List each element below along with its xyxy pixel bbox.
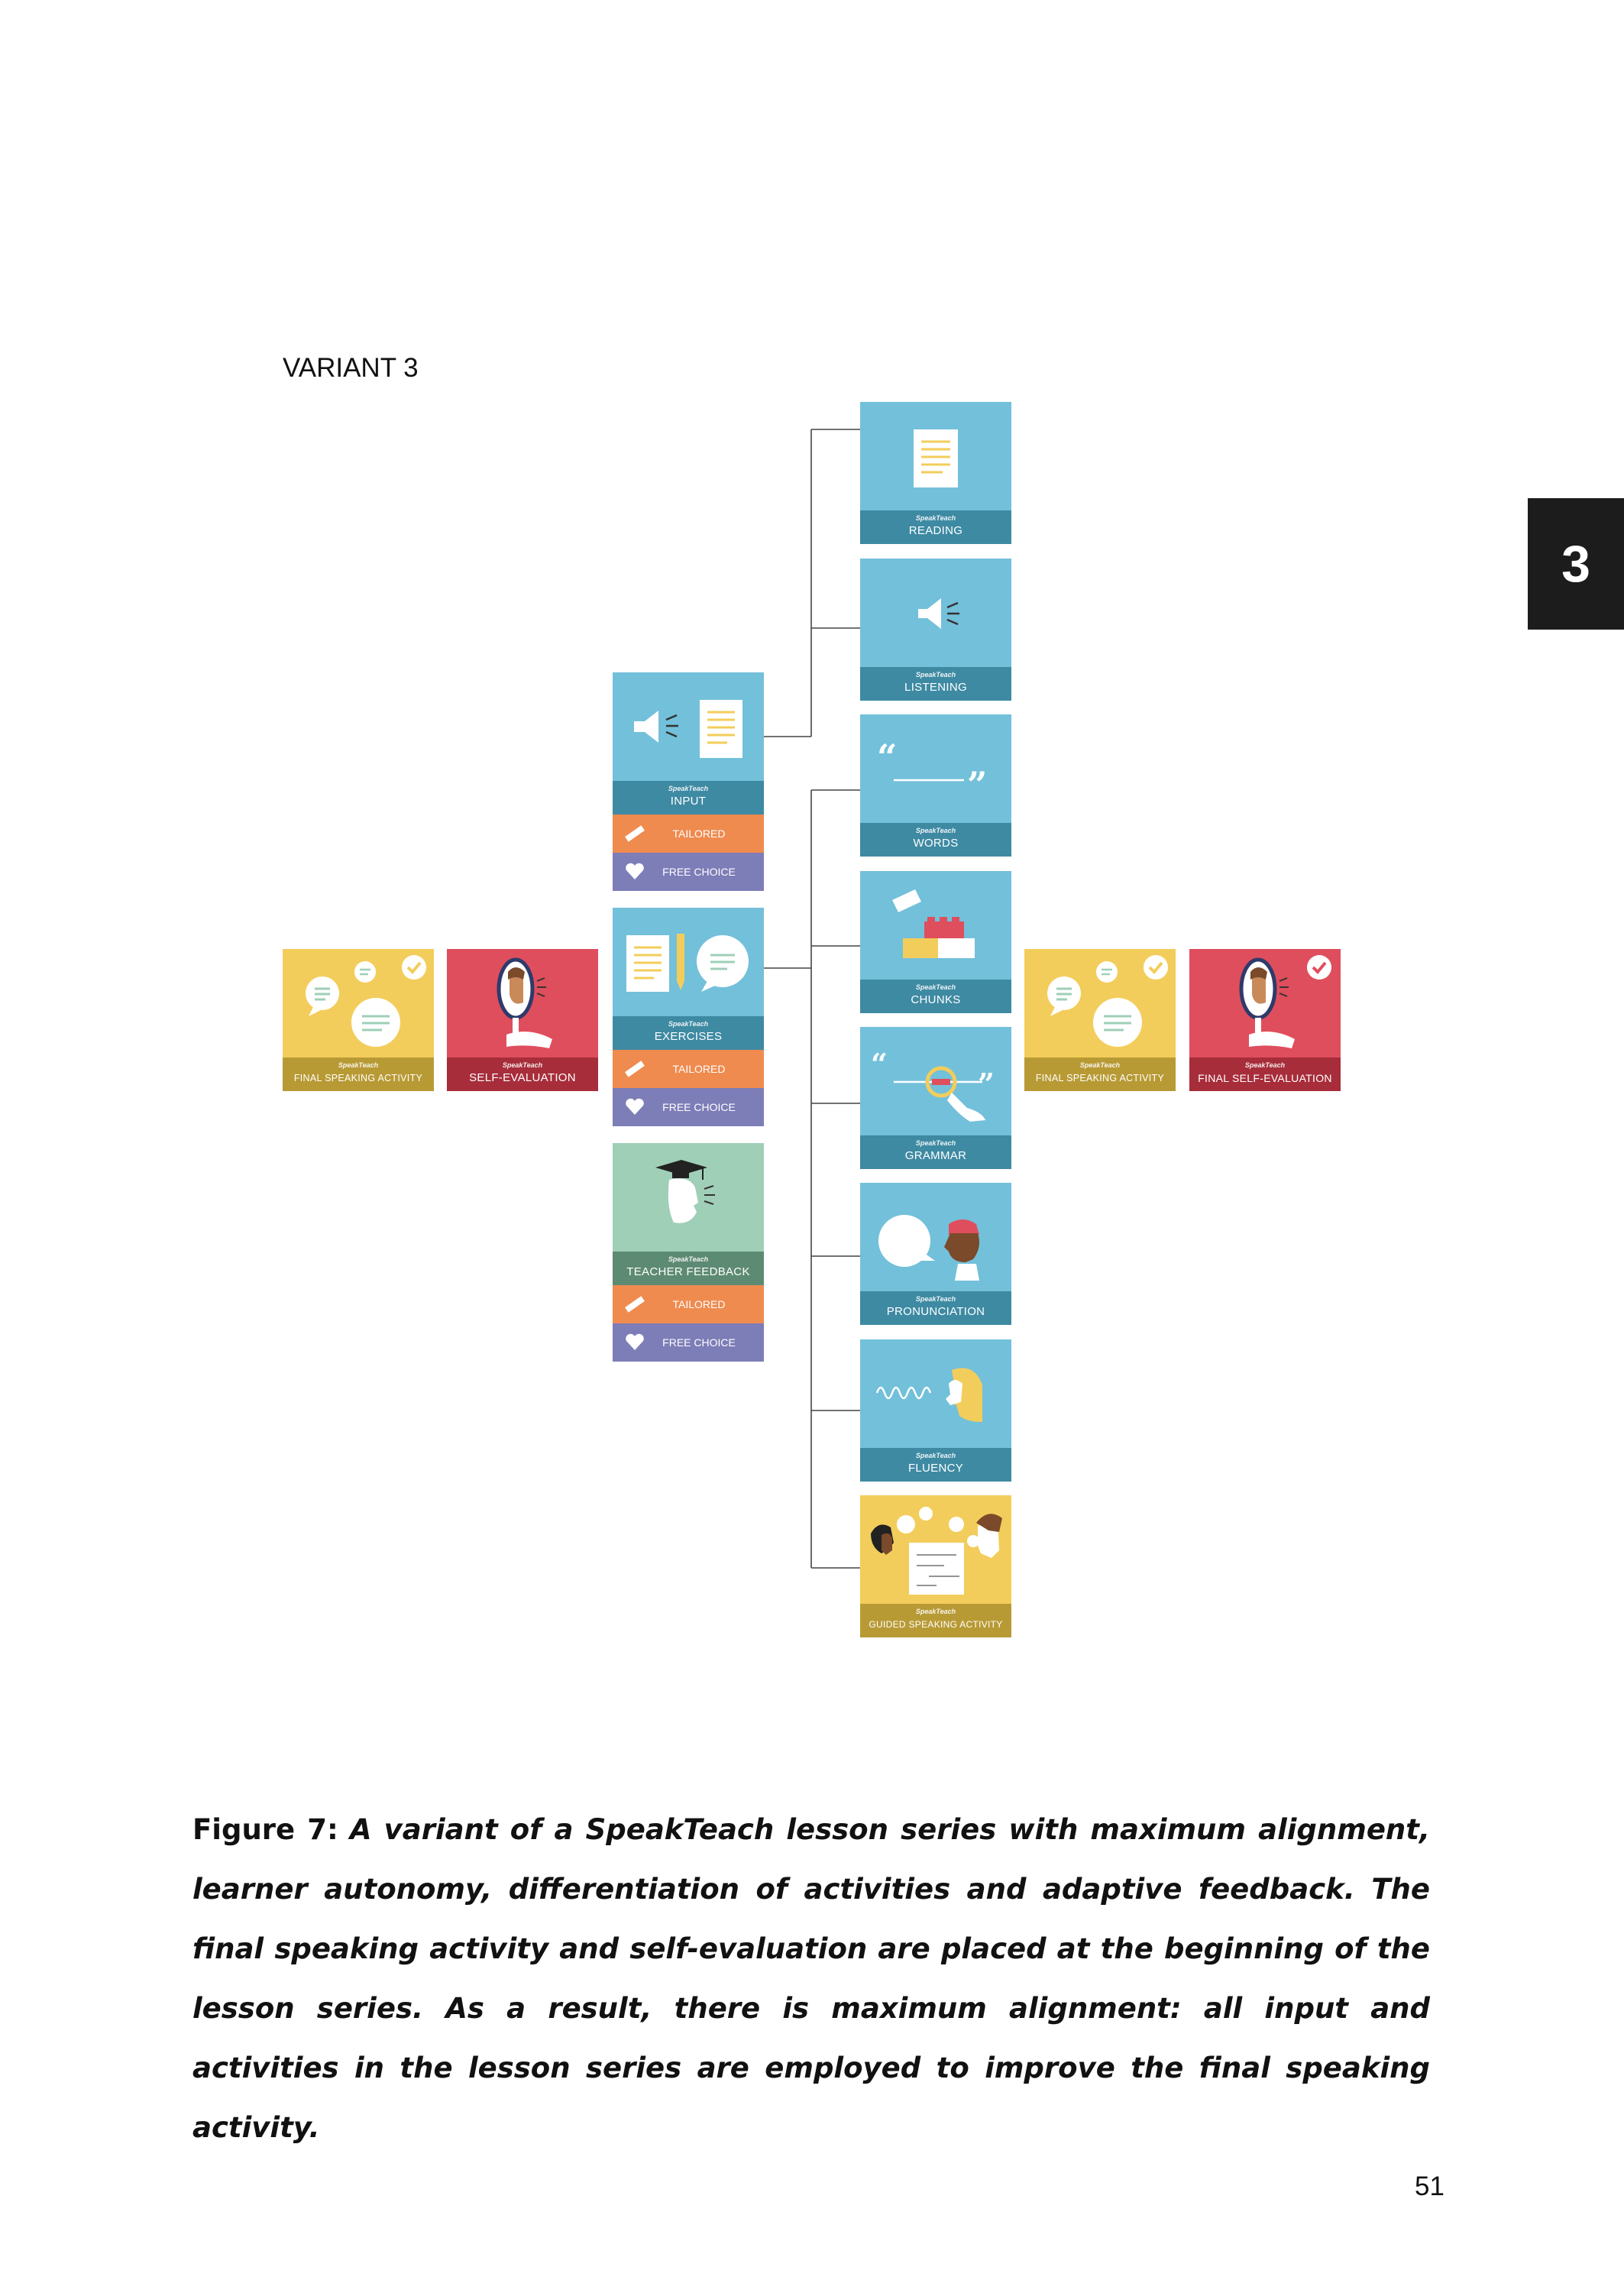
mirror-icon	[447, 949, 598, 1057]
card-self-evaluation-left[interactable]	[447, 949, 598, 1091]
card-label: TEACHER FEEDBACK	[626, 1265, 750, 1278]
card-words[interactable]	[860, 714, 1011, 857]
caption-head: Figure 7:	[192, 1813, 338, 1846]
quote-icon	[860, 714, 1011, 823]
card-teacher-feedback[interactable]	[613, 1143, 764, 1285]
building-blocks-icon	[860, 871, 1011, 980]
card-label: READING	[908, 524, 963, 537]
svg-text:”: ”	[978, 1067, 995, 1101]
card-label: LISTENING	[904, 681, 967, 694]
svg-text:“: “	[871, 1047, 888, 1081]
brand-label: SpeakTeach	[668, 1020, 709, 1028]
brand-label: SpeakTeach	[915, 1139, 956, 1147]
card-label: PRONUNCIATION	[886, 1305, 985, 1318]
brand-label: SpeakTeach	[1079, 1061, 1121, 1069]
card-label: SELF-EVALUATION	[469, 1071, 576, 1084]
card-label: WORDS	[913, 837, 959, 850]
speaking-person-icon	[860, 1183, 1011, 1291]
speaker-document-icon	[613, 672, 764, 781]
speaker-icon	[860, 559, 1011, 667]
card-fluency[interactable]	[860, 1339, 1011, 1482]
brand-label: SpeakTeach	[915, 1608, 956, 1615]
card-label: EXERCISES	[654, 1030, 723, 1043]
free-choice-strip-teacher-feedback[interactable]	[613, 1323, 764, 1362]
svg-text:“: “	[877, 737, 898, 778]
brand-label: SpeakTeach	[338, 1061, 379, 1069]
card-label: GUIDED SPEAKING ACTIVITY	[869, 1619, 1003, 1630]
tailored-label: TAILORED	[672, 1298, 726, 1310]
card-label: FINAL SELF-EVALUATION	[1198, 1072, 1332, 1084]
tailored-label: TAILORED	[672, 827, 726, 840]
brand-label: SpeakTeach	[502, 1061, 543, 1069]
caption-body: A variant of a SpeakTeach lesson series with maximum alignment, learner autonomy, differentiation of activities and adaptive feedback. The final speaking activity and self-evaluation are placed at the beginning of the lesson series. As a result, there is maximum alignment: all input and activities in the lesson series are employed to improve the final speaking activity.	[192, 1813, 1430, 2144]
card-listening[interactable]	[860, 559, 1011, 701]
brand-label: SpeakTeach	[1244, 1061, 1286, 1069]
card-exercises[interactable]	[613, 908, 764, 1050]
card-pronunciation[interactable]	[860, 1183, 1011, 1325]
card-label: GRAMMAR	[904, 1149, 967, 1162]
tailored-strip-teacher-feedback[interactable]	[613, 1285, 764, 1323]
tailored-label: TAILORED	[672, 1063, 726, 1075]
variant-title: VARIANT 3	[283, 353, 419, 383]
tailored-strip-input[interactable]	[613, 815, 764, 853]
brand-label: SpeakTeach	[915, 1452, 956, 1459]
free-choice-label: FREE CHOICE	[662, 866, 736, 878]
magnifier-icon	[860, 1027, 1011, 1135]
card-label: CHUNKS	[911, 993, 961, 1006]
card-chunks[interactable]	[860, 871, 1011, 1013]
chapter-tab: 3	[1528, 498, 1624, 630]
card-final-speaking-activity-right[interactable]	[1024, 949, 1176, 1091]
free-choice-strip-exercises[interactable]	[613, 1088, 764, 1126]
card-reading[interactable]	[860, 402, 1011, 544]
brand-label: SpeakTeach	[915, 827, 956, 834]
card-input[interactable]	[613, 672, 764, 815]
brand-label: SpeakTeach	[668, 1255, 709, 1263]
tailored-strip-exercises[interactable]	[613, 1050, 764, 1088]
card-label: FINAL SPEAKING ACTIVITY	[293, 1073, 423, 1083]
brand-label: SpeakTeach	[915, 514, 956, 522]
card-final-self-evaluation[interactable]	[1189, 949, 1341, 1091]
conversation-icon	[860, 1495, 1011, 1604]
brand-label: SpeakTeach	[915, 983, 956, 991]
teacher-icon	[613, 1143, 764, 1252]
document-icon	[860, 402, 1011, 510]
brand-label: SpeakTeach	[668, 785, 709, 792]
card-label: FINAL SPEAKING ACTIVITY	[1035, 1073, 1165, 1083]
free-choice-strip-input[interactable]	[613, 853, 764, 891]
free-choice-label: FREE CHOICE	[662, 1336, 736, 1349]
card-label: FLUENCY	[907, 1462, 964, 1475]
mirror-check-icon	[1189, 949, 1341, 1057]
svg-text:”: ”	[967, 764, 988, 805]
conversation-check-icon	[1024, 949, 1176, 1057]
card-guided-speaking-activity[interactable]	[860, 1495, 1011, 1637]
card-final-speaking-activity-left[interactable]	[283, 949, 434, 1091]
page-number: 51	[1415, 2172, 1444, 2201]
brand-label: SpeakTeach	[915, 671, 956, 679]
sound-wave-icon	[860, 1339, 1011, 1448]
card-grammar[interactable]	[860, 1027, 1011, 1169]
card-label: INPUT	[670, 795, 707, 808]
figure-caption	[192, 1800, 1430, 2158]
conversation-check-icon	[283, 949, 434, 1057]
brand-label: SpeakTeach	[915, 1295, 956, 1303]
exercises-icon	[613, 908, 764, 1016]
free-choice-label: FREE CHOICE	[662, 1101, 736, 1113]
